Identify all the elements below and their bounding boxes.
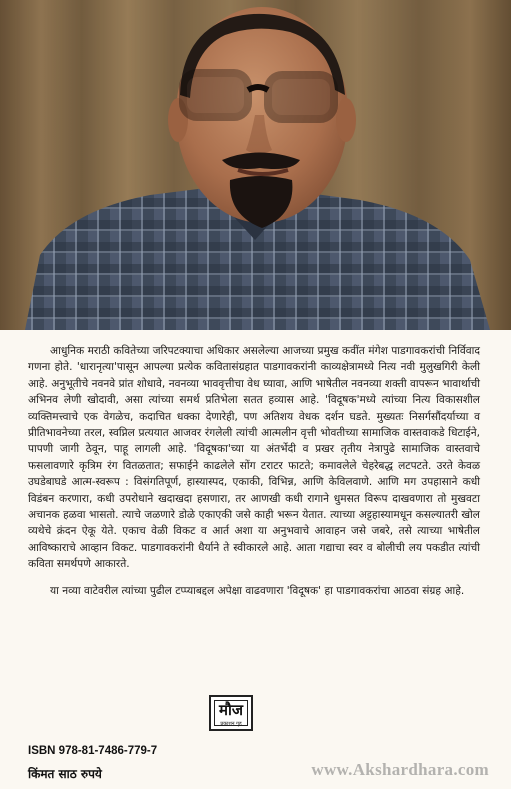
author-portrait-graphic	[0, 0, 511, 330]
blurb-paragraph-2: या नव्या वाटेवरील त्यांच्या पुढील टप्प्याबद्दल अपेक्षा वाढवणारा 'विदूषक' हा पाडगावकरांचा आठवा संग्रह आहे.	[50, 584, 465, 597]
author-photo	[0, 0, 511, 330]
publisher-logo-subtitle: प्रकाशन गृह	[220, 721, 242, 727]
watermark-text: www.Akshardhara.com	[311, 760, 489, 779]
publisher-logo	[209, 695, 253, 731]
blurb-paragraph-1: आधुनिक मराठी कवितेच्या जरिपटक्याचा अधिकार असलेल्या आजच्या प्रमुख कवींत मंगेश पाडगावकरांची निर्विवाद गणना होते. 'धारानृत्या'पासून आपल्या प्रत्येक कवितासंग्रहात पाडगावकरांनी काव्यक्षेत्रामध्ये नित्य नवी मुलुखगिरी केली आहे. अनुभूतीचे नवनवे प्रांत शोधावे, नवनव्या भाववृत्तीचा वेध घ्यावा, आणि भाषेतील नवनव्या शक्ती वापरून भावार्थाची अभिनव लेणी खोदावी, असा त्यांच्या समर्थ प्रतिभेला सतत हव्यास आहे. 'विदूषक'मध्ये त्यांच्या नित्य विकासशील व्यक्तिमत्त्वाचे एक वेगळेच, कदाचित धक्का देणारेही, पण अतिशय वेधक दर्शन घडते. मुख्यतः निसर्गसौंदर्याच्या व प्रीतिभावनेच्या तरल, स्वप्निल प्रत्ययात आजवर रंगलेली त्यांची आत्मलीन वृत्ती भोवतीच्या सामाजिक वास्तवाकडे धिटाईने, पापणी जागी ठेवून, पाहू लागली आहे. 'विदूषका'च्या या अंतर्भेदी व प्रखर तृतीय नेत्रापुढे सामाजिक वास्तवाचे फसलावणारे कृत्रिम रंग वितळतात; सफाईने काढलेले सोंग टराटर फाटते; कमावलेले चेहरेबद्ध लटपटते. उरते केवळ उघडेबाघडे आत्म-स्वरूप : विसंगतिपूर्ण, हास्यास्पद, एकाकी, विभिन्न, आणि केविलवाणे. आणि मग उपहासाने कधी विडंबन करणारा, कधी उपरोधाने खदाखदा हसणारा, तर आणखी कधी रागाने धुमसत विरूप दाखवणारा तो मुखवटा अचानक हळवा भासतो. त्याचे जळणारे डोळे एकाएकी जसे काही भरून येतात. त्याच्या अट्टहास्यामधून कसल्यातरी खोल व्यथेचे क्रंदन ऐकू येते. एकाच वेळी विकट व आर्त अशा या अनुभवाचे आवाहन जसे जबरे, तसे त्याच्या भाषेतील आविष्काराचे आव्हान विकट. पाडगावकरांनी धैर्याने ते स्वीकारले आहे. आता गद्याचा स्वर व बोलीची लय पकडीत त्यांची कविता समर्थपणे आकारते.	[28, 345, 480, 571]
back-cover-blurb	[28, 343, 480, 599]
isbn-number: ISBN 978-81-7486-779-7	[28, 745, 158, 757]
publisher-logo-glyph: मौज	[219, 701, 243, 719]
price-label: किंमत साठ रुपये	[28, 767, 102, 781]
